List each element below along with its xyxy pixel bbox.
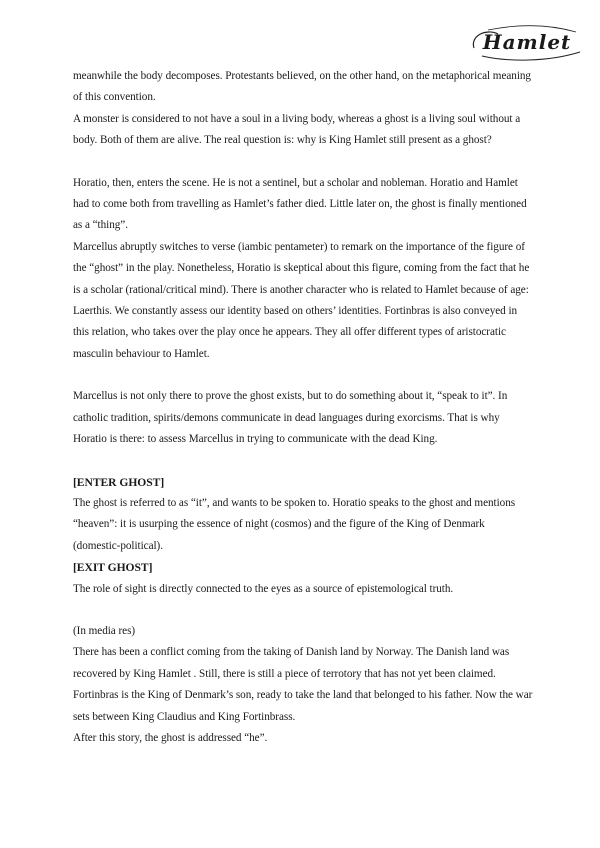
paragraph-gap [73,365,533,386]
paragraph-gap [73,152,533,173]
paragraph: There has been a conflict coming from the taking of Danish land by Norway. The Danish land was recovered by King Hamlet . Still, there is still a piece of terrotory that has not yet been claimed. Fortinbras is the King of Denmark’s son, ready to take the land that belonged to his father. Now the war sets between King Claudius and King Fortinbrass. [73,646,533,723]
hamlet-logo [468,22,586,64]
paragraph-gap [73,451,533,472]
paragraph: A monster is considered to not have a soul in a living body, whereas a ghost is a living soul without a body. Both of them are alive. The real question is: why is King Hamlet still present as a ghost? [73,112,521,147]
paragraph: Marcellus abruptly switches to verse (iambic pentameter) to remark on the importance of the figure of the “ghost” in the play. Nonetheless, Horatio is skeptical about this figure, coming from the fact that he is a scholar (rational/critical mind). There is another character who is related to Hamlet because of age: Laerthis. We constantly assess our identity based on others’ identities. Fortinbras is also conveyed in this relation, who takes over the play once he appears. They all offer different types of aristocratic masculin behaviour to Hamlet. [73,240,530,360]
paragraph: After this story, the ghost is addressed “he”. [73,731,268,744]
document-body [73,66,533,749]
logo-wordmark: Hamlet [482,30,572,54]
paragraph: Horatio, then, enters the scene. He is not a sentinel, but a scholar and nobleman. Horatio and Hamlet had to come both from travelling as Hamlet’s father died. Little later on, the ghost is finally mentioned as a “thing”. [73,176,527,232]
paragraph: meanwhile the body decomposes. Protestants believed, on the other hand, on the metaphorical meaning of this convention. [73,70,531,104]
paragraph: (In media res) [73,624,136,637]
enter-ghost-heading: [ENTER GHOST] [73,475,165,489]
exit-ghost-heading: [EXIT GHOST] [73,561,153,575]
paragraph-gap [73,600,533,621]
paragraph: The role of sight is directly connected to the eyes as a source of epistemological truth. [73,582,454,595]
paragraph: The ghost is referred to as “it”, and wants to be spoken to. Horatio speaks to the ghost and mentions “heaven”: it is usurping the essence of night (cosmos) and the figure of the King of Denmark (domestic-political). [73,496,516,552]
paragraph: Marcellus is not only there to prove the ghost exists, but to do something about it, “speak to it”. In catholic tradition, spirits/demons communicate in dead languages during exorcisms. That is why Horatio is there: to assess Marcellus in trying to communicate with the dead King. [73,390,508,446]
